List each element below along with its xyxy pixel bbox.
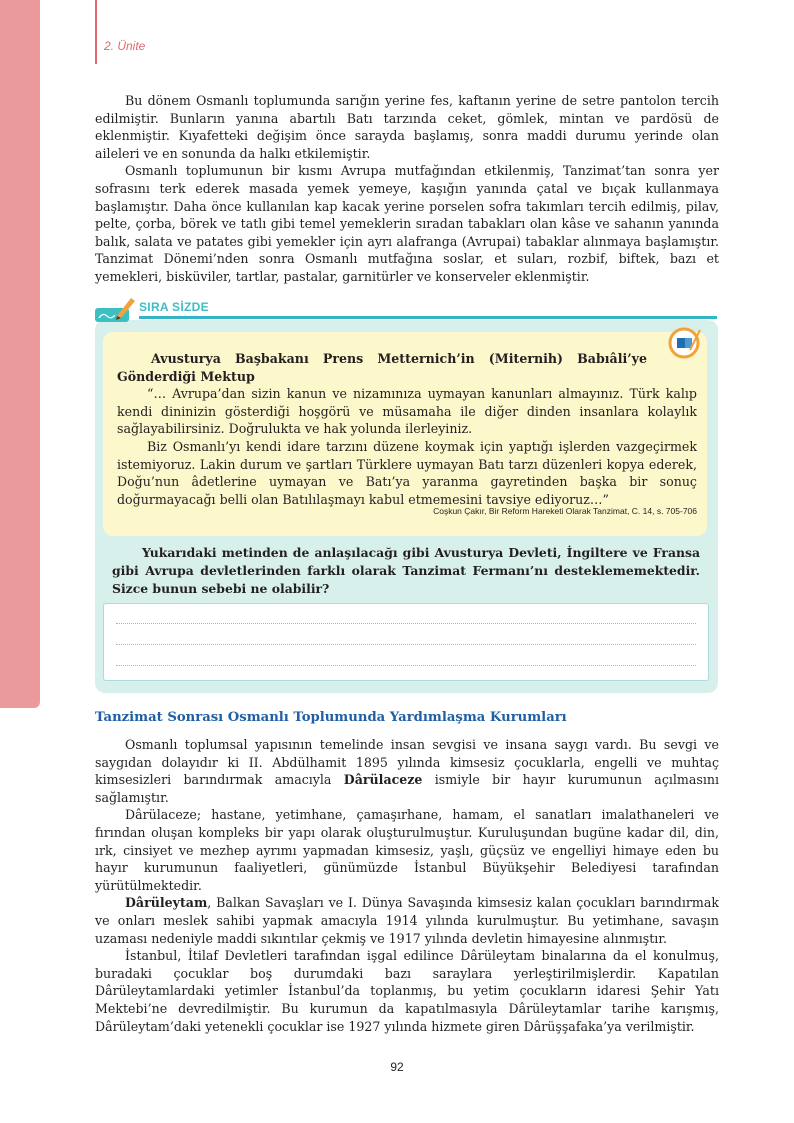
sira-sizde-rule — [139, 316, 717, 319]
answer-line — [116, 644, 696, 645]
intro-paragraph-2: Osmanlı toplumunun bir kısmı Avrupa mutfağından etkilenmiş, Tanzimat’tan sonra yer sofrasını terk ederek masada yemek yemeye, kaşığın yanında çatal ve bıçak kullanmaya başlamıştır. Daha önce kullanılan kap kacak yerine porselen sofra takımları tercih edilmiş, pilav, pelte, çorba, börek ve tatlı gibi temel yemeklerin sıradan tabakları olan kâse ve sahanın yanında balık, salata ve patates gibi yemekler için ayrı alafranga (Avrupai) tabaklar alınmaya başlamıştır. Tanzimat Dönemi’nden sonra Osmanlı mutfağına soslar, et suları, rozbif, biftek, bazı et yemekleri, bisküviler, tartlar, pastalar, garnitürler ve konserveler eklenmiştir. — [95, 163, 719, 284]
answer-area[interactable] — [103, 603, 709, 681]
answer-line — [116, 623, 696, 624]
letter-paragraph-2: Biz Osmanlı’yı kendi idare tarzını düzene koymak için yaptığı işlerden vazgeçirmek istemiyoruz. Lakin durum ve şartları Türklere uymayan Batı tarzı düzenleri kopya ederek, Doğu’nun âdetlerine uymayan ve Batı’ya yaranma gayretinden başka bir sonuç doğurmayacağı belli olan Batılılaşmayı kabul etmemesini tavsiye ediyoruz…” — [117, 438, 697, 507]
section-paragraph-4: İstanbul, İtilaf Devletleri tarafından işgal edilince Dârüleytam binalarına da el konulmuş, buradaki çocuklar boş durumdaki bazı saraylara yerleştirilmişlerdir. Kapatılan Dârüleytamlardaki yetimler İstanbul’da toplanmış, bu yetim çocukların idaresi Şehir Yatı Mektebi’ne devredilmiştir. Bu kurumun da kapatılmasıyla Dârüleytamlar tarihe karışmış, Dârüleytam’daki yetenekli çocuklar ise 1927 yılında hizmete giren Dârüşşafaka’ya verilmiştir. — [95, 948, 719, 1034]
letter-paragraph-1: “… Avrupa’dan sizin kanun ve nizamınıza uymayan kanunları almayınız. Türk kalıp kendi dininizin gösterdiği hoşgörü ve müsamaha ile diğer dinden insanlara kolaylık sağlayabilirsiniz. Doğrulukta ve hak yolunda ilerleyiniz. — [117, 386, 697, 437]
intro-text — [95, 92, 719, 286]
answer-line — [116, 665, 696, 666]
intro-paragraph-1: Bu dönem Osmanlı toplumunda sarığın yerine fes, kaftanın yerine de setre pantolon tercih edilmiştir. Bunların yanına abartılı Batı tarzında ceket, gömlek, mintan ve pardösü de eklenmiştir. Kıyafetteki değişim önce sarayda başlamış, sonra maddi durumu yerinde olan aileleri ve en sonunda da halkı etkilemiştir. — [95, 93, 719, 161]
unit-label: 2. Ünite — [104, 39, 146, 53]
activity-question: Yukarıdaki metinden de anlaşılacağı gibi Avusturya Devleti, İngiltere ve Fransa gibi Avrupa devletlerinden farklı olarak Tanzimat Fermanı’nı desteklememektedir. Sizce bunun sebebi ne olabilir? — [112, 545, 700, 596]
sira-sizde-header — [95, 296, 718, 324]
section-paragraph-1: Osmanlı toplumsal yapısının temelinde insan sevgisi ve insana saygı vardı. Bu sevgi ve saygıdan dolayıdır ki II. Abdülhamit 1895 yılında kimsesiz çocuklarla, engelli ve muhtaç kimsesizleri barındırmak amacıyla Dârülaceze ismiyle bir hayır kurumunun açılmasını sağlamıştır. — [95, 737, 720, 805]
page-number: 92 — [390, 1060, 404, 1074]
sira-sizde-title: SIRA SİZDE — [139, 300, 209, 314]
section-paragraph-2: Dârülaceze; hastane, yetimhane, çamaşırhane, hamam, el sanatları imalathaneleri ve fırından oluşan kompleks bir yapı olarak oluşturulmuştur. Kuruluşundan bugüne kadar dil, din, ırk, cinsiyet ve mezhep ayrımı yapmadan kimsesiz, yaşlı, güçsüz ve engelliyi himaye eden bu hayır kurumunun faaliyetleri, günümüzde İstanbul Büyükşehir Belediyesi tarafından yürütülmektedir. — [95, 807, 719, 893]
side-color-band — [0, 0, 40, 708]
letter-text — [117, 350, 697, 508]
section-text — [95, 736, 719, 1035]
unit-header-rule — [95, 0, 97, 64]
letter-source: Coşkun Çakır, Bir Reform Hareketi Olarak Tanzimat, C. 14, s. 705-706 — [433, 506, 697, 516]
section-paragraph-3: Dârüleytam, Balkan Savaşları ve I. Dünya Savaşında kimsesiz kalan çocukları barındırmak ve onları meslek sahibi yapmak amacıyla 1914 yılında kurulmuştur. Bu yetimhane, savaşın uzaması nedeniyle maddi sıkıntılar çekmiş ve 1917 yılında devletin himayesine alınmıştır. — [95, 895, 719, 946]
letter-title: Avusturya Başbakanı Prens Metternich’in (Miternih) Babıâli’ye Gönderdiği Mektup — [117, 351, 647, 384]
section-title: Tanzimat Sonrası Osmanlı Toplumunda Yardımlaşma Kurumları — [95, 710, 567, 725]
pen-icon — [95, 296, 137, 324]
